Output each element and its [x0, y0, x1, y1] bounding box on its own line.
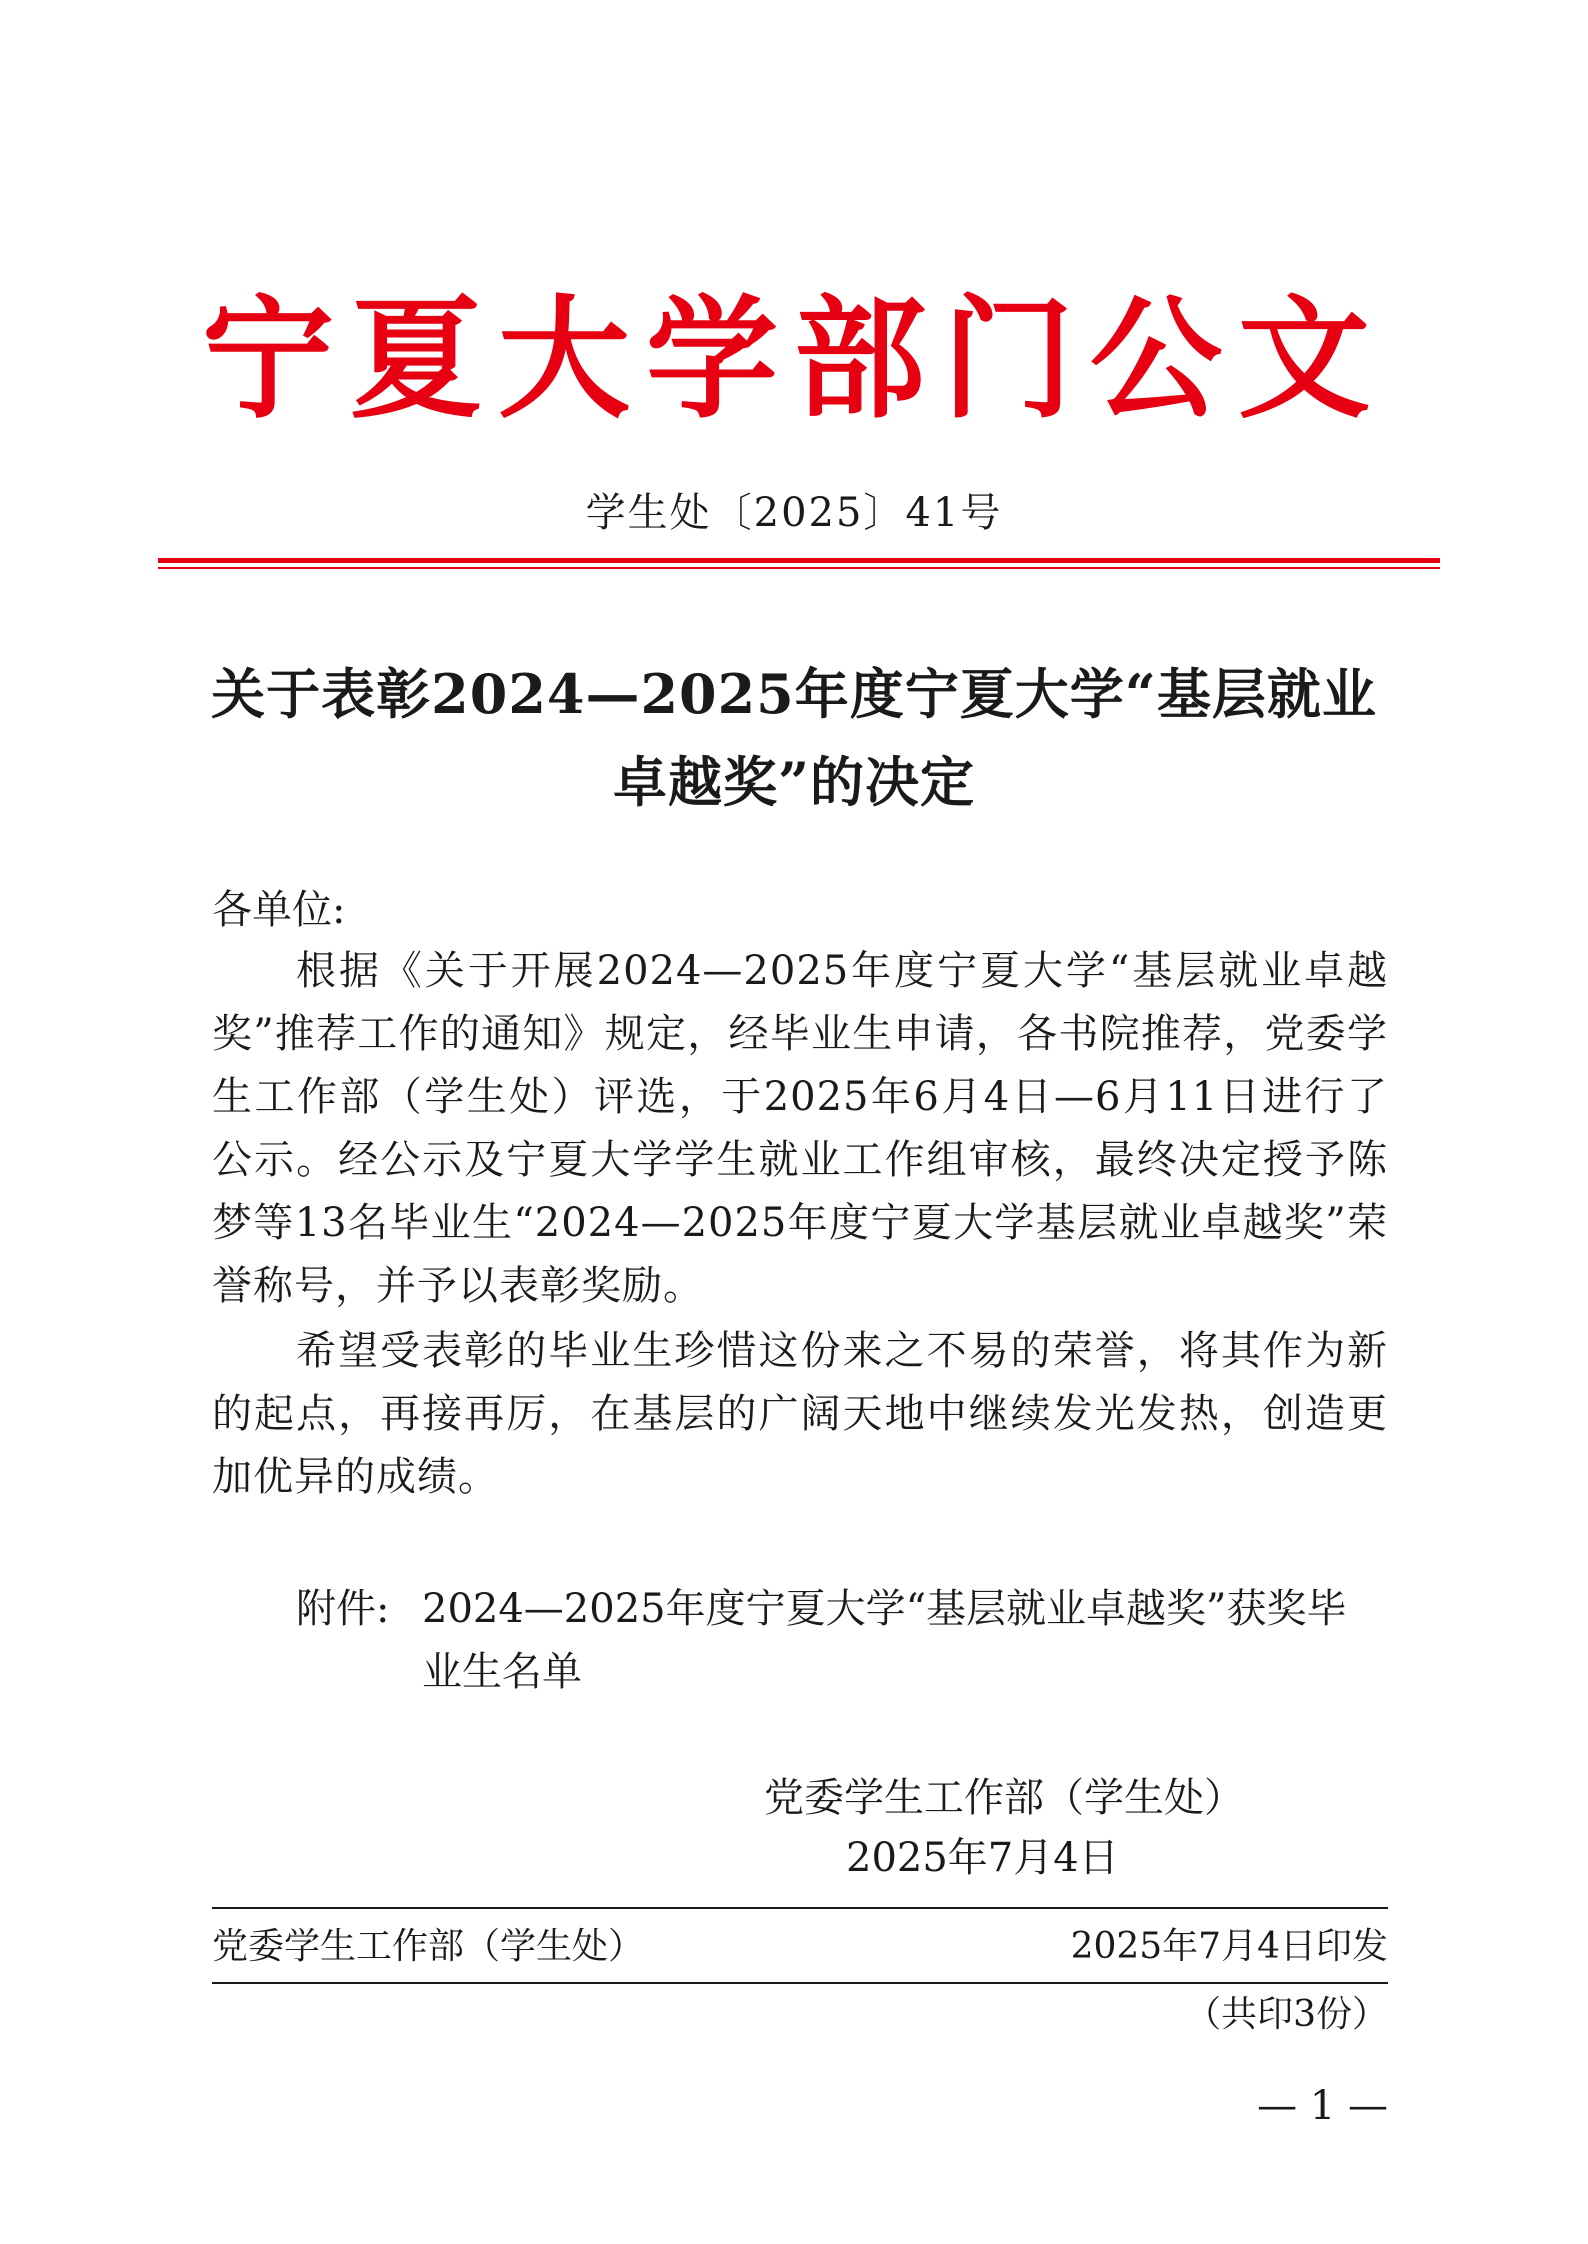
footer-divider-top [212, 1907, 1388, 1909]
footer-divider-bottom [212, 1982, 1388, 1984]
document-number: 学生处〔2025〕41号 [585, 490, 1003, 536]
masthead-title: 宁夏大学部门公文 [202, 282, 1386, 437]
attachment-label: 附件: [296, 1586, 390, 1632]
red-separator-line [158, 558, 1440, 570]
footer-department: 党委学生工作部（学生处） [212, 1926, 645, 1967]
body-paragraph-1: 根据《关于开展2024—2025年度宁夏大学“基层就业卓越奖”推荐工作的通知》规定，经毕业生申请，各书院推荐，党委学生工作部（学生处）评选，于2025年6月4日—6月11日进行了公示。经公示及宁夏大学学生就业工作组审核，最终决定授予陈梦等13名毕业生“2024—2025年度宁夏大学基层就业卓越奖”荣誉称号，并予以表彰奖励。 [212, 948, 1388, 1309]
red-rule-thin [158, 567, 1440, 569]
attachment-text: 2024—2025年度宁夏大学“基层就业卓越奖”获奖毕业生名单 [422, 1586, 1347, 1695]
document-title [190, 650, 1398, 826]
salutation: 各单位: [212, 887, 346, 933]
title-line-2: 卓越奖”的决定 [612, 750, 976, 814]
body-paragraph-2: 希望受表彰的毕业生珍惜这份来之不易的荣誉，将其作为新的起点，再接再厉，在基层的广阔天地中继续发光发热，创造更加优异的成绩。 [212, 1328, 1388, 1500]
copies-count: （共印3份） [1185, 1994, 1388, 2035]
page-number: — 1 — [1257, 2083, 1388, 2129]
issue-date: 2025年7月4日 [846, 1835, 1119, 1881]
red-rule-thick [158, 558, 1440, 563]
title-line-1: 关于表彰2024—2025年度宁夏大学“基层就业 [211, 662, 1377, 726]
footer-print-date: 2025年7月4日印发 [1070, 1926, 1388, 1967]
issuer-signature: 党委学生工作部（学生处） [764, 1775, 1244, 1821]
